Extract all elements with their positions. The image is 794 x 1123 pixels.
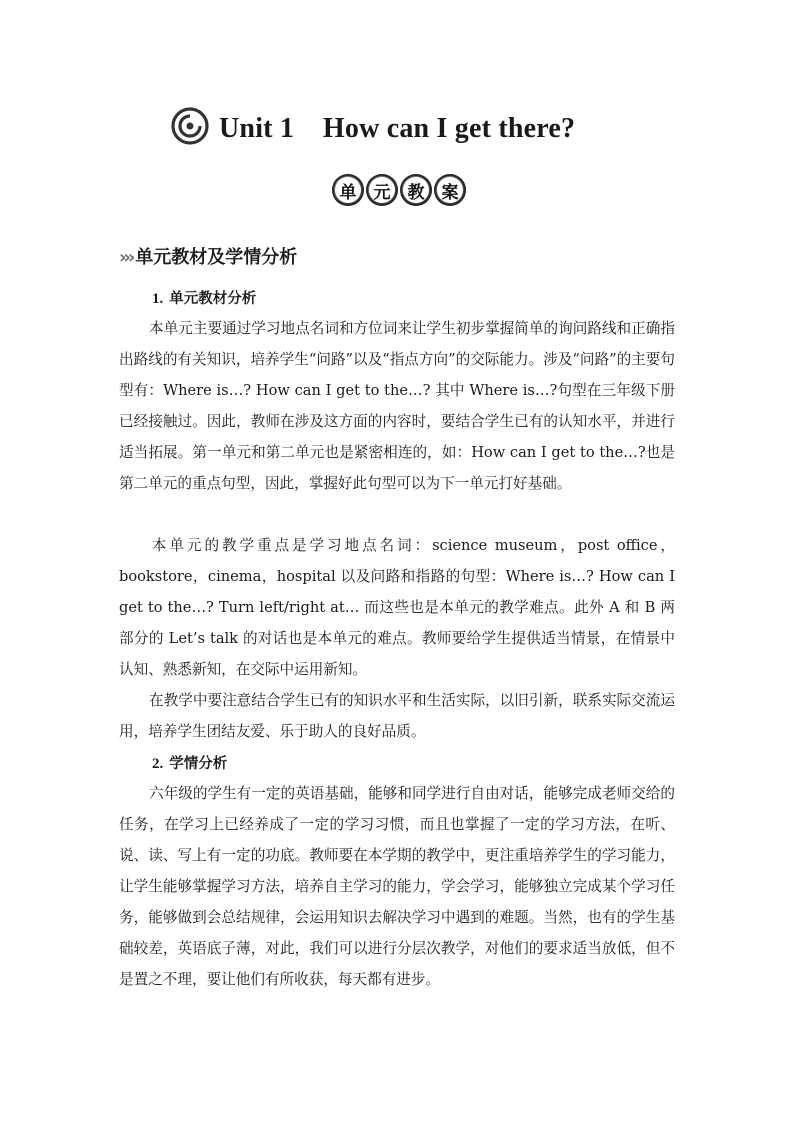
badge-circle bbox=[434, 174, 466, 206]
subheading-text: 学情分析 bbox=[169, 756, 228, 772]
unit-plan-badges bbox=[332, 174, 467, 206]
paragraph-text: 本单元主要通过学习地点名词和方位词来让学生初步掌握简单的询问路线和正确指出路线的有关知识，培养学生“问路”以及“指点方向”的交际能力。涉及“问路”的主要句型有：Where is…? How can I get to the…? 其中 Where is…?句型在三年级下册已经接触过。因此，教师在涉及这方面的内容时，要结合学生已有的认知水平，并进行适当拓展。第一单元和第二单元也是紧密相连的，如：How can I get to the…?也是第二单元的重点句型，因此，掌握好此句型可以为下一单元打好基础。 bbox=[119, 320, 675, 492]
double-arrow-icon: ››› bbox=[119, 247, 133, 268]
paragraph-text: 六年级的学生有一定的英语基础，能够和同学进行自由对话，能够完成老师交给的任务，在学习上已经养成了一定的学习习惯，而且也掌握了一定的学习方法，在听、说、读、写上有一定的功底。教师要在本学期的教学中，更注重培养学生的学习能力，让学生能够掌握学习方法，培养自主学习的能力，学会学习，能够独立完成某个学习任务，能够做到会总结规律，会运用知识去解决学习中遇到的难题。当然，也有的学生基础较差，英语底子薄，对此，我们可以进行分层次教学，对他们的要求适当放低，但不是置之不理，要让他们有所收获，每天都有进步。 bbox=[119, 785, 675, 988]
paragraph bbox=[119, 313, 675, 499]
badge-circle bbox=[400, 174, 432, 206]
section-heading-text: 单元教材及学情分析 bbox=[135, 247, 298, 268]
badge-circle bbox=[366, 174, 398, 206]
badge-char: 案 bbox=[437, 177, 463, 203]
badge-char: 教 bbox=[403, 177, 429, 203]
subheading-number: 2. bbox=[152, 756, 164, 772]
badge-char: 单 bbox=[335, 177, 361, 203]
paragraph-text: 本单元的教学重点是学习地点名词：science museum，post office，bookstore，cinema，hospital 以及问路和指路的句型：Where is…? How can I get to the…? Turn left/right at… 而这些也是本单元的教学难点。此外 A 和 B 两部分的 Let’s talk 的对话也是本单元的难点。教师要给学生提供适当情景，在情景中认知、熟悉新知，在交际中运用新知。 bbox=[119, 537, 675, 678]
paragraph bbox=[119, 778, 675, 995]
subheading-number: 1. bbox=[152, 291, 164, 307]
page-title: Unit 1 How can I get there? bbox=[219, 113, 576, 144]
section-heading bbox=[119, 243, 297, 269]
paragraph bbox=[119, 530, 675, 685]
badge-char: 元 bbox=[369, 177, 395, 203]
badge-circle bbox=[332, 174, 364, 206]
subheading-text: 单元教材分析 bbox=[169, 291, 257, 307]
subheading-1 bbox=[152, 287, 256, 308]
paragraph bbox=[119, 685, 675, 747]
spiral-circle-icon bbox=[170, 106, 210, 146]
title-row bbox=[0, 103, 794, 153]
subheading-2 bbox=[152, 752, 227, 773]
paragraph-text: 在教学中要注意结合学生已有的知识水平和生活实际，以旧引新，联系实际交流运用，培养学生团结友爱、乐于助人的良好品质。 bbox=[119, 692, 675, 740]
